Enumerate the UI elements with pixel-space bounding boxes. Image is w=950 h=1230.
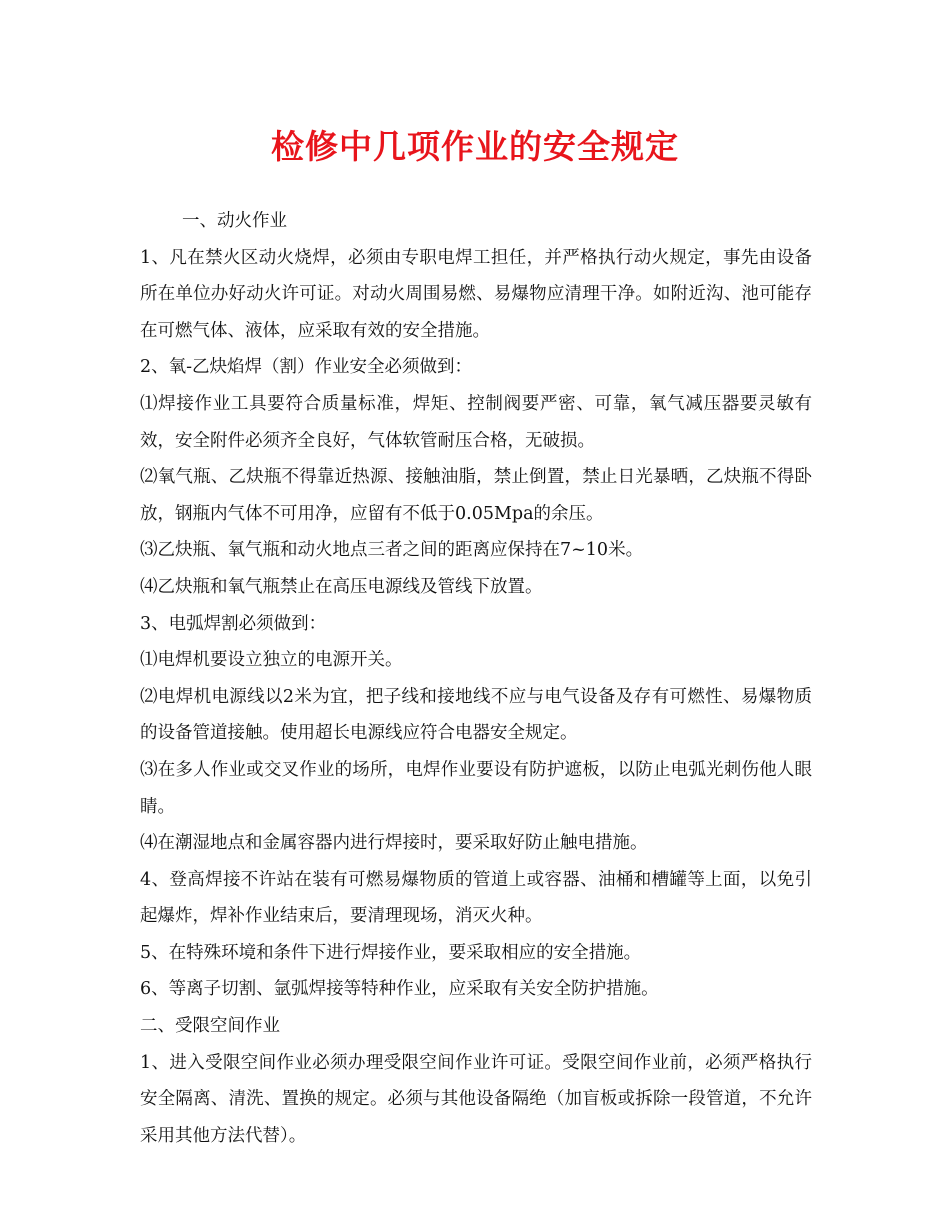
body-paragraph: ⑶乙炔瓶、氧气瓶和动火地点三者之间的距离应保持在7~10米。: [140, 540, 644, 561]
body-paragraph: 6、等离子切割、氩弧焊接等特种作业，应采取有关安全防护措施。: [140, 979, 659, 1000]
body-paragraph: 一、动火作业: [182, 211, 287, 231]
document-title: 检修中几项作业的安全规定: [271, 127, 679, 166]
body-paragraph: ⑷在潮湿地点和金属容器内进行焊接时，要采取好防止触电措施。: [140, 833, 648, 854]
body-paragraph: ⑵电焊机电源线以2米为宜，把子线和接地线不应与电气设备及存有可燃性、易爆物质的设备管道接触。使用超长电源线应符合电器安全规定。: [140, 686, 812, 744]
body-paragraph: 2、氧-乙炔焰焊（割）作业安全必须做到：: [140, 357, 473, 378]
body-paragraph: 3、电弧焊割必须做到：: [140, 613, 327, 634]
body-paragraph: ⑵氧气瓶、乙炔瓶不得靠近热源、接触油脂，禁止倒置，禁止日光暴晒，乙炔瓶不得卧放，钢瓶内气体不可用净，应留有不低于0.05Mpa的余压。: [140, 467, 812, 524]
body-paragraph: ⑴焊接作业工具要符合质量标准，焊矩、控制阀要严密、可靠，氧气减压器要灵敏有效，安全附件必须齐全良好，气体软管耐压合格，无破损。: [140, 393, 812, 451]
body-paragraph: 二、受限空间作业: [140, 1016, 280, 1037]
body-paragraph: 1、凡在禁火区动火烧焊，必须由专职电焊工担任，并严格执行动火规定，事先由设备所在单位办好动火许可证。对动火周围易燃、易爆物应清理干净。如附近沟、池可能存在可燃气体、液体，应采取有效的安全措施。: [140, 247, 812, 341]
body-paragraph: ⑴电焊机要设立独立的电源开关。: [140, 650, 403, 671]
body-paragraph: 1、进入受限空间作业必须办理受限空间作业许可证。受限空间作业前，必须严格执行安全隔离、清洗、置换的规定。必须与其他设备隔绝（加盲板或拆除一段管道，不允许采用其他方法代替）。: [140, 1052, 812, 1146]
body-paragraph: ⑶在多人作业或交叉作业的场所，电焊作业要设有防护遮板，以防止电弧光刺伤他人眼睛。: [140, 759, 812, 817]
body-paragraph: 5、在特殊环境和条件下进行焊接作业，要采取相应的安全措施。: [140, 942, 642, 963]
body-paragraph: 4、登高焊接不许站在装有可燃易爆物质的管道上或容器、油桶和槽罐等上面，以免引起爆炸，焊补作业结束后，要清理现场，消灭火种。: [140, 869, 812, 927]
body-paragraph: ⑷乙炔瓶和氧气瓶禁止在高压电源线及管线下放置。: [140, 576, 543, 597]
document-body: [140, 203, 812, 1154]
